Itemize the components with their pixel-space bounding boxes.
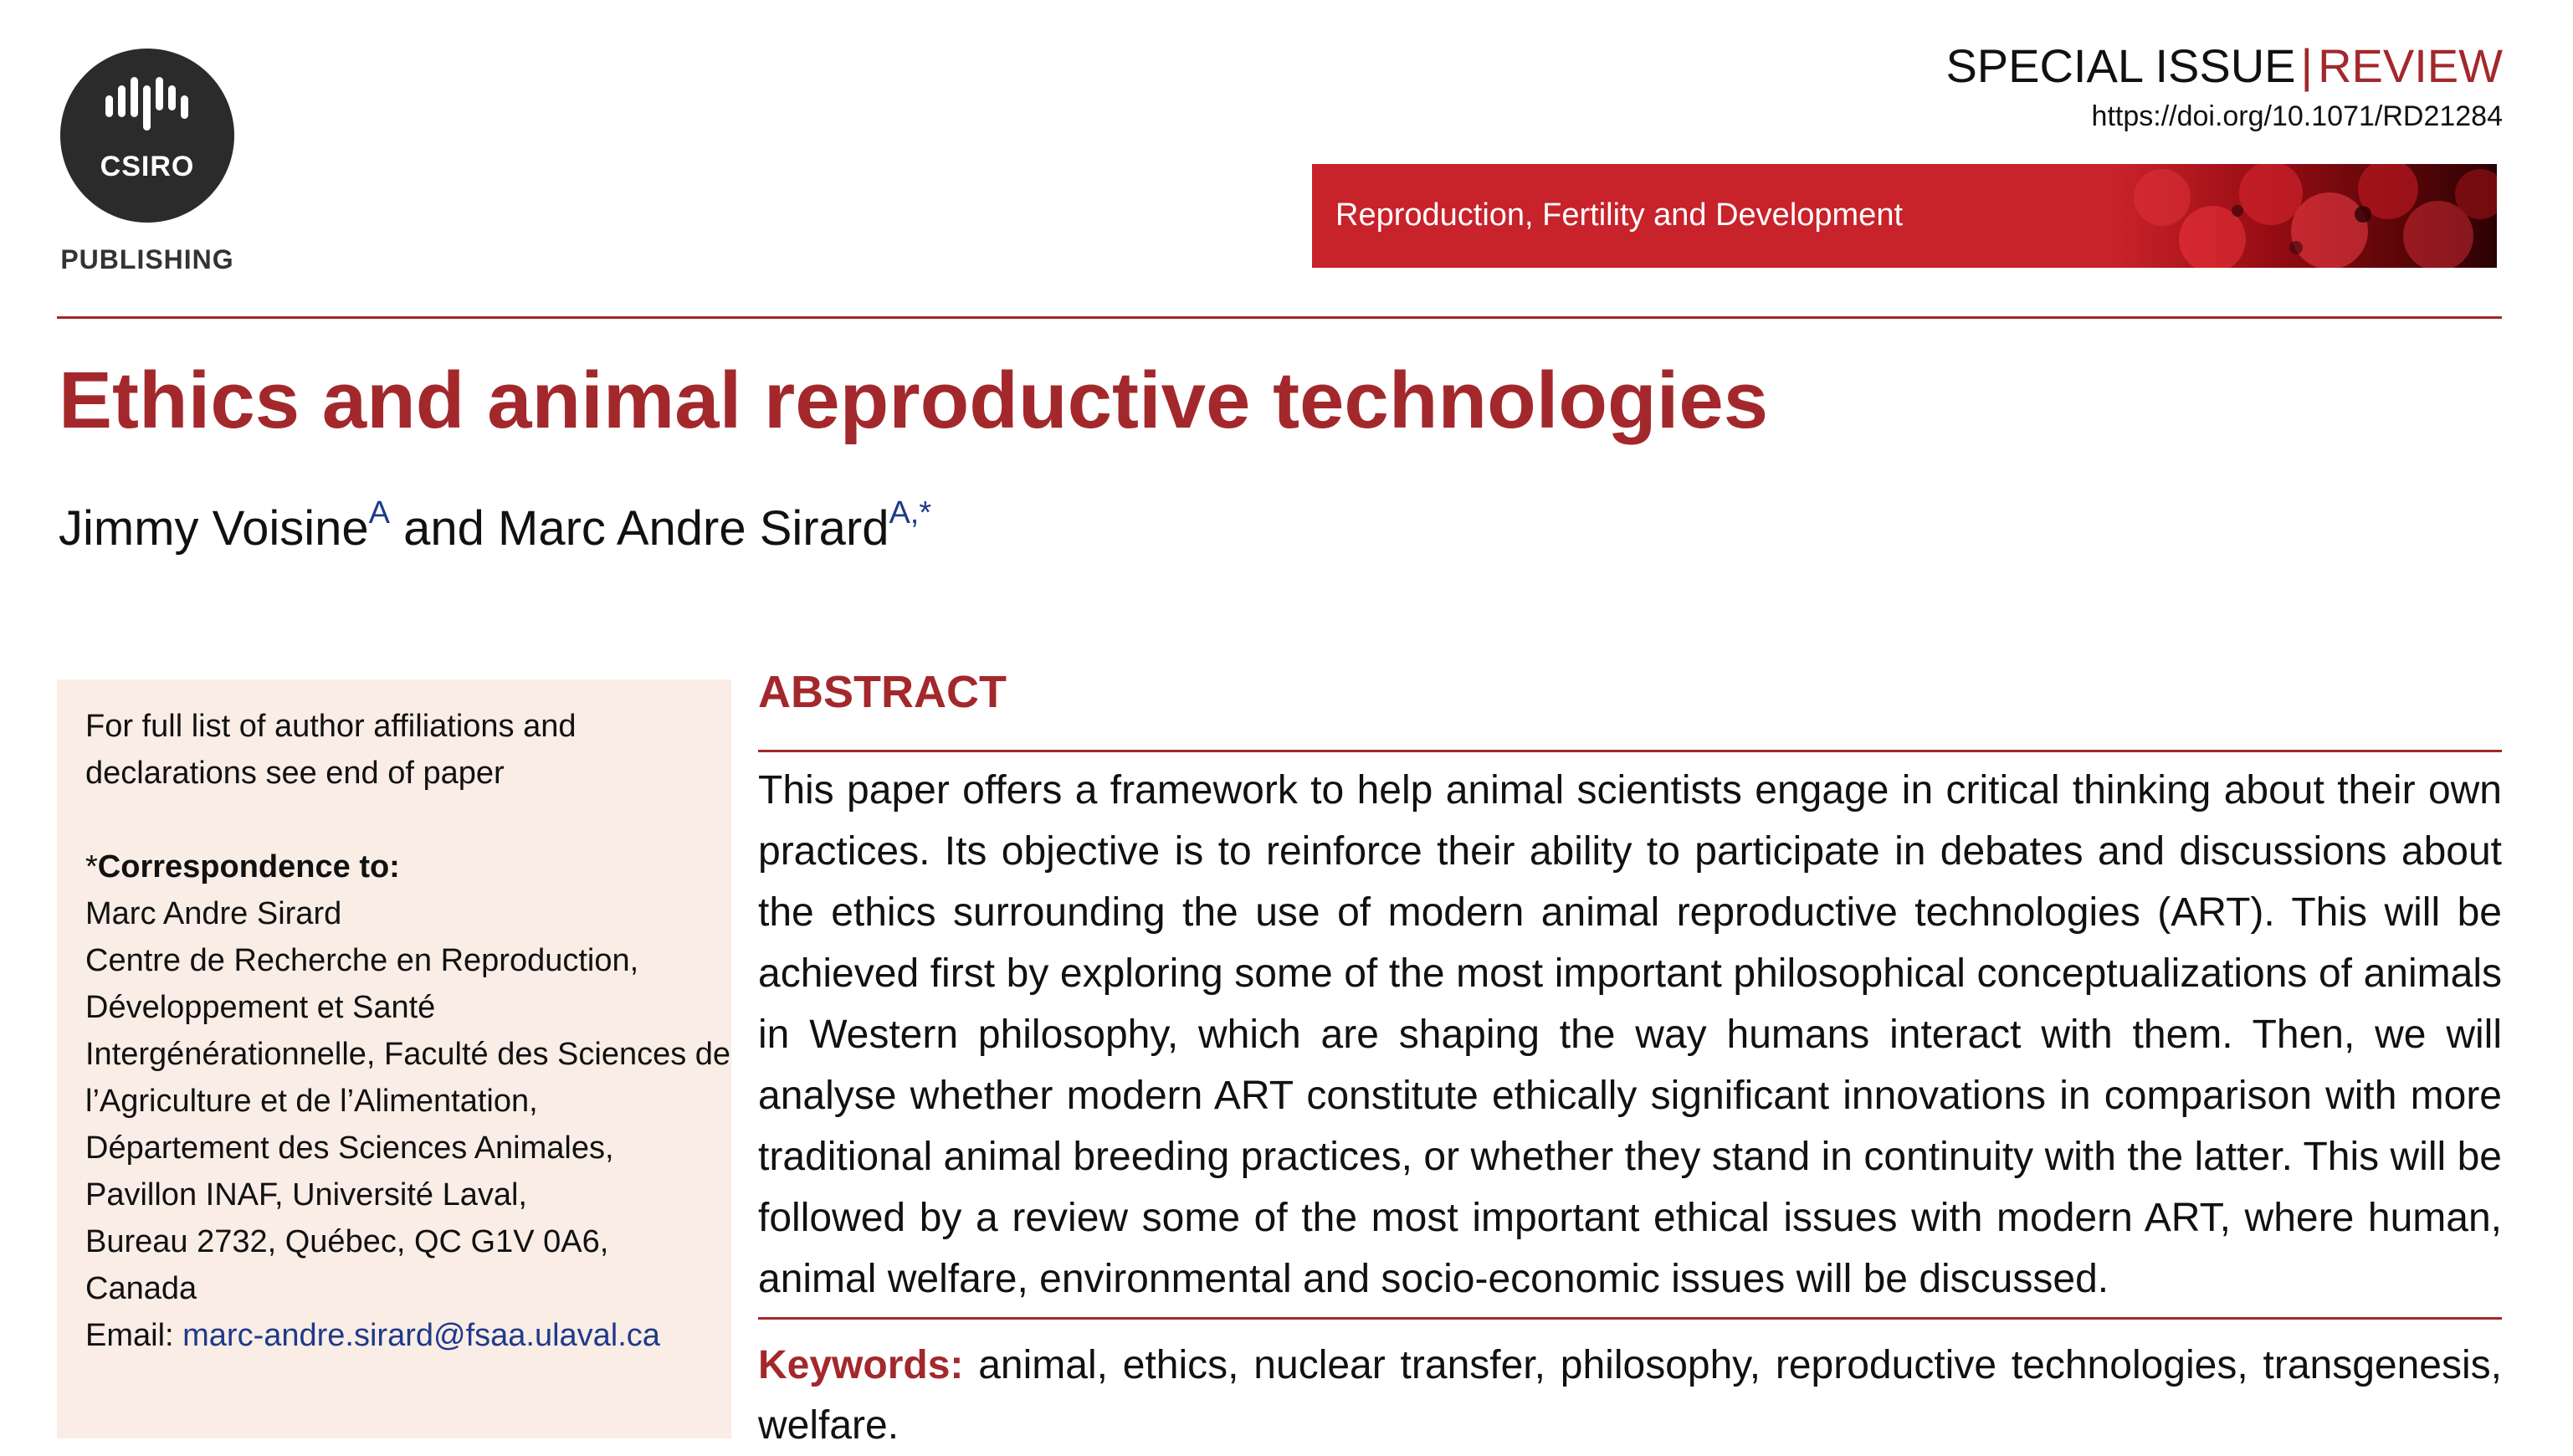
special-issue-label: SPECIAL ISSUE	[1945, 39, 2296, 92]
correspondence-star: *	[85, 849, 98, 884]
doi-link[interactable]: https://doi.org/10.1071/RD21284	[2091, 100, 2503, 132]
correspondence-block	[85, 843, 731, 1359]
abstract-divider-bottom	[758, 1317, 2502, 1320]
author-connector: and	[403, 501, 484, 556]
email-row	[85, 1312, 703, 1359]
logo-text: CSIRO	[100, 151, 195, 182]
article-type	[1945, 38, 2503, 93]
cells-image-icon	[2112, 164, 2497, 268]
email-label: Email:	[85, 1318, 174, 1353]
publisher-logo	[57, 49, 238, 275]
abstract-heading: ABSTRACT	[758, 667, 1007, 717]
correspondence-heading	[85, 843, 703, 890]
address-line: Développement et Santé	[85, 990, 436, 1025]
journal-banner	[1312, 164, 2497, 268]
type-separator: |	[2300, 39, 2314, 92]
affiliations-note	[85, 703, 703, 797]
review-label: REVIEW	[2318, 39, 2503, 92]
csiro-logo-icon	[60, 49, 234, 223]
abstract-text: This paper offers a framework to help animal scientists engage in critical thinking about their own practices. Its objective is to reinforce their ability to participate in debates and discussions about the ethics surrounding the use of modern animal reproductive technologies (ART). This will be achieved first by exploring some of the most important philosophical conceptualizations of animals in Western philosophy, which are shaping the way humans interact with them. Then, we will analyse whether modern ART constitute ethically significant innovations in comparison with more traditional animal breeding practices, or whether they stand in continuity with the latter. This will be followed by a review some of the most important ethical issues with modern ART, where human, animal welfare, environmental and socio-economic issues will be discussed.	[758, 768, 2502, 1301]
correspondence-label: Correspondence to:	[97, 849, 400, 884]
sound-bars-icon	[104, 74, 191, 131]
address-line: Pavillon INAF, Université Laval,	[85, 1177, 527, 1212]
affiliation-marker[interactable]: A,*	[889, 495, 932, 531]
address-line: Bureau 2732, Québec, QC G1V 0A6,	[85, 1224, 609, 1259]
email-link[interactable]: marc-andre.sirard@fsaa.ulaval.ca	[182, 1318, 660, 1353]
affiliations-note-line: For full list of author affiliations and	[85, 709, 577, 744]
abstract-divider-top	[758, 750, 2502, 752]
author-list	[59, 495, 931, 556]
address-line: Canada	[85, 1271, 197, 1306]
address-line: Centre de Recherche en Reproduction,	[85, 943, 639, 978]
affiliation-marker[interactable]: A	[368, 495, 391, 531]
header-divider	[57, 316, 2502, 319]
address-line: Intergénérationnelle, Faculté des Sciences de	[85, 1037, 731, 1072]
keywords-label: Keywords:	[758, 1343, 964, 1387]
address-line: Marc Andre Sirard	[85, 896, 342, 931]
affiliations-note-line: declarations see end of paper	[85, 756, 505, 791]
keywords	[758, 1336, 2502, 1456]
address-line: Département des Sciences Animales,	[85, 1130, 614, 1166]
correspondence-box	[57, 679, 731, 1438]
keywords-list: animal, ethics, nuclear transfer, philosophy, reproductive technologies, transgenesis, welfare.	[758, 1343, 2502, 1448]
journal-name: Reproduction, Fertility and Development	[1335, 197, 1904, 233]
address-line: l’Agriculture et de l’Alimentation,	[85, 1084, 538, 1119]
publishing-label: PUBLISHING	[60, 244, 234, 274]
author-name: Marc Andre Sirard	[498, 501, 889, 556]
author-name: Jimmy Voisine	[59, 501, 369, 556]
article-title: Ethics and animal reproductive technologies	[59, 356, 1769, 445]
